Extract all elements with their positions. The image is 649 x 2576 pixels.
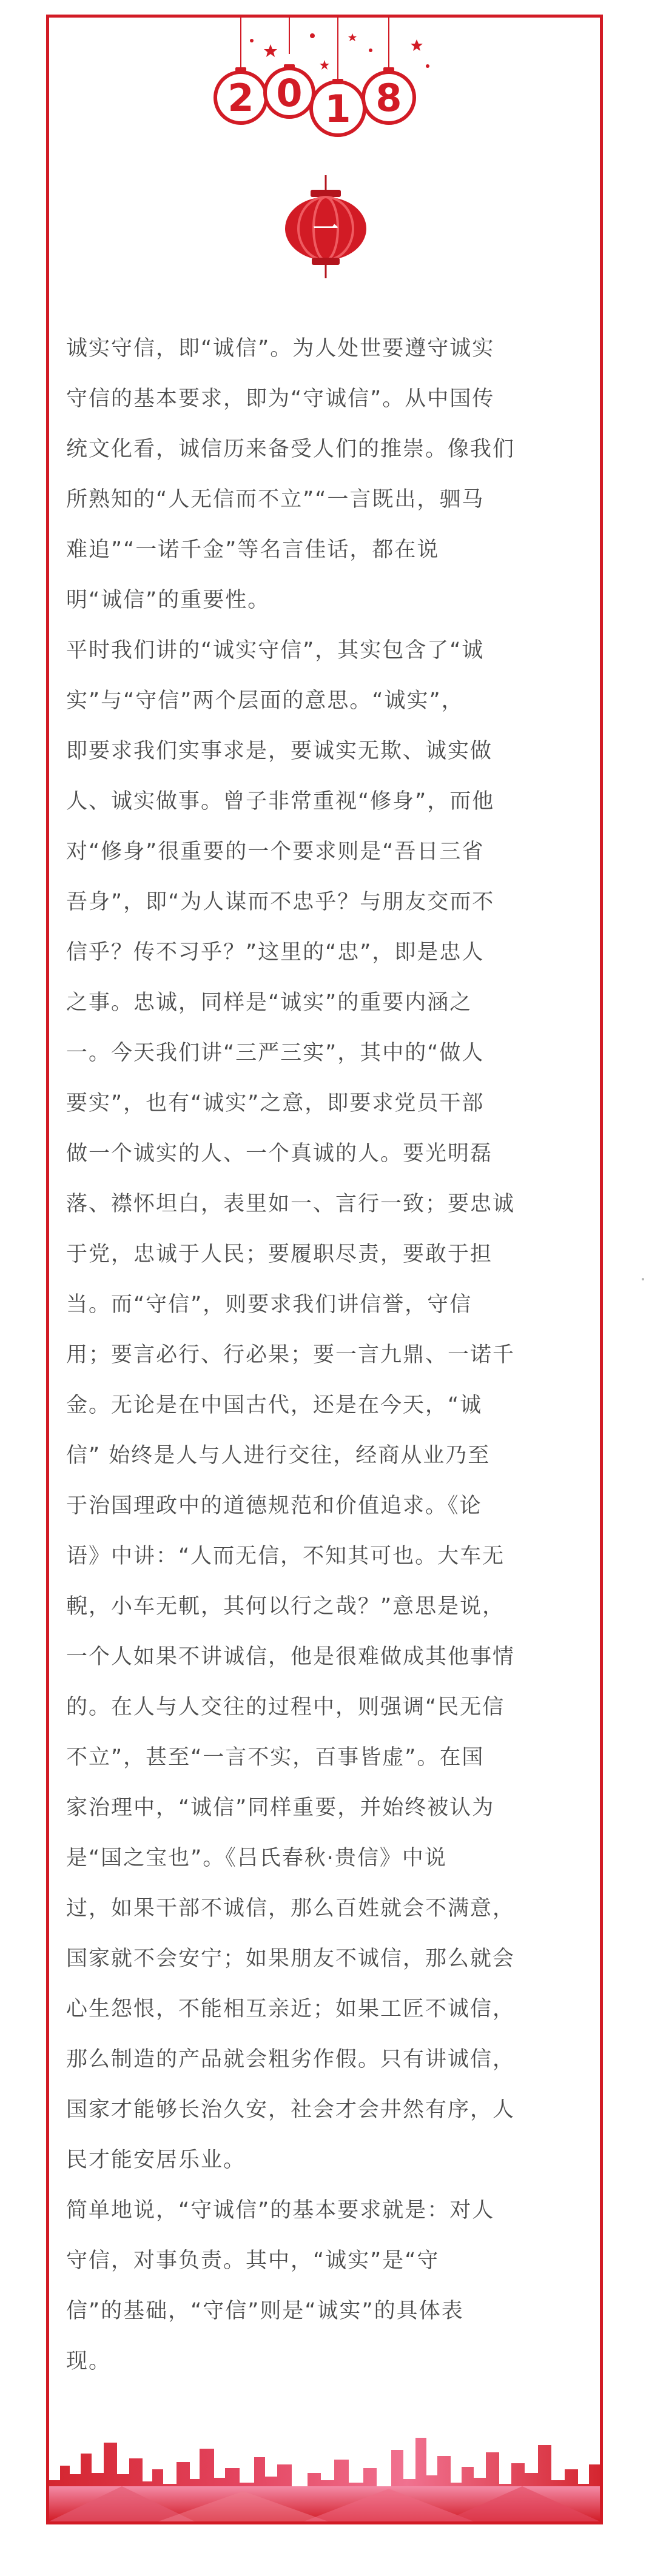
- lantern-label: 一: [312, 214, 339, 244]
- page-edge-dot: [642, 1278, 644, 1280]
- paragraph-3: 简单地说，“守诚信”的基本要求就是：对人 守信，对事负责。其中，“诚实”是“守 信”的基础，“守信”则是“诚实”的具体表 现。: [66, 2198, 495, 2374]
- lantern-icon: [280, 175, 371, 278]
- year-ornaments: [213, 18, 468, 163]
- year-digit-2: 0: [276, 71, 303, 115]
- year-digit-1: 2: [227, 76, 254, 120]
- article-frame: [46, 15, 603, 2524]
- header-decoration: [49, 18, 600, 333]
- article-body: [66, 324, 588, 2387]
- paragraph-1: 诚实守信，即“诚信”。为人处世要遵守诚实 守信的基本要求，即为“守诚信”。从中国传 统文化看，诚信历来备受人们的推崇。像我们 所熟知的“人无信而不立”“一言既出，驷马 难追”“一诺千金”等名言佳话，都在说 明“诚信”的重要性。: [66, 336, 516, 612]
- year-digit-4: 8: [375, 76, 402, 120]
- paragraph-2: 平时我们讲的“诚实守信”，其实包含了“诚 实”与“守信”两个层面的意思。“诚实”， 即要求我们实事求是，要诚实无欺、诚实做 人、诚实做事。曾子非常重视“修身”，而他 对“修身”很重要的一个要求则是“吾日三省 吾身”，即“为人谋而不忠乎？与朋友交而不 信乎？传不习乎？”这里的“忠”，即是忠人 之事。忠诚，同样是“诚实”的重要内涵之 一。今天我们讲“三严三实”，其中的“做人 要实”，也有“诚实”之意，即要求党员干部 做一个诚实的人、一个真诚的人。要光明磊 落、襟怀坦白，表里如一、言行一致；要忠诚 于党，忠诚于人民；要履职尽责，要敢于担 当。而“守信”，则要求我们讲信誉，守信 用；要言必行、行必果；要一言九鼎、一诺千 金。无论是在中国古代，还是在今天，“诚 信” 始终是人与人进行交往，经商从业乃至 于治国理政中的道德规范和价值追求。《论 语》中讲：“人而无信，不知其可也。大车无 輗，小车无軏，其何以行之哉？”意思是说， 一个人如果不讲诚信，他是很难做成其他事情 的。在人与人交往的过程中，则强调“民无信 不立”，甚至“一言不实，百事皆虚”。在国 家治理中，“诚信”同样重要，并始终被认为 是“国之宝也”。《吕氏春秋·贵信》中说 过，如果干部不诚信，那么百姓就会不满意， 国家就不会安宁；如果朋友不诚信，那么就会 心生怨恨，不能相互亲近；如果工匠不诚信， 那么制造的产品就会粗劣作假。只有讲诚信， 国家才能够长治久安，社会才会井然有序，人 民才能安居乐业。: [66, 638, 516, 2172]
- ornament-strings: [241, 18, 389, 89]
- city-skyline-footer: [49, 2406, 600, 2521]
- year-digit-3: 1: [324, 87, 351, 131]
